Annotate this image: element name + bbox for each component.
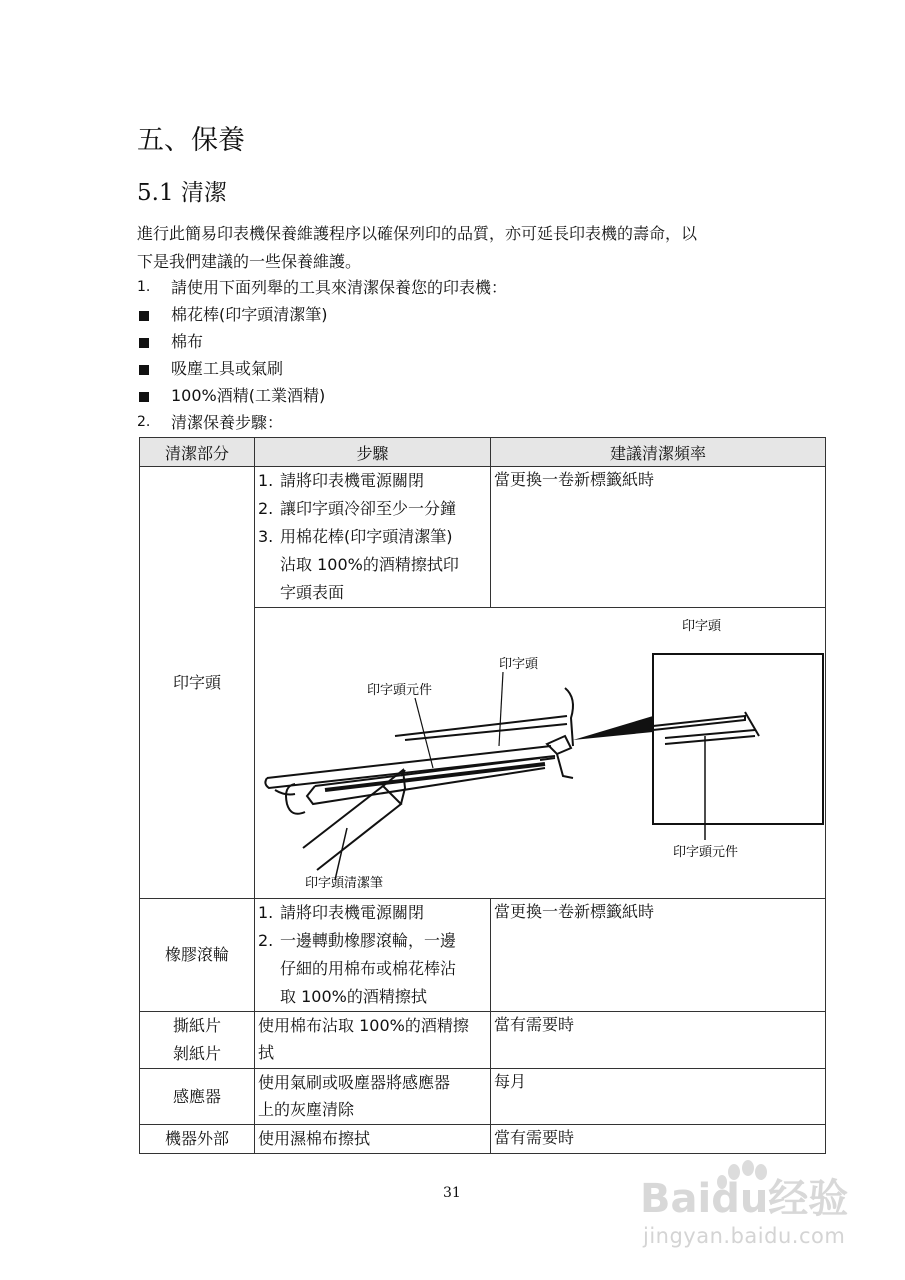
step-number: 3. xyxy=(258,527,274,546)
step-text: 用棉花棒(印字頭清潔筆) xyxy=(280,527,453,546)
zoom-detail-box xyxy=(653,654,823,840)
square-bullet-icon xyxy=(137,328,171,355)
step-text-continued: 取 100%的酒精擦拭 xyxy=(280,987,427,1006)
section-heading: 5.1 清潔 xyxy=(137,180,227,206)
chapter-heading: 五、保養 xyxy=(137,125,245,156)
steps-cell xyxy=(255,467,491,608)
step-item xyxy=(258,523,487,607)
bullet-item xyxy=(137,328,507,355)
frequency-cell: 當更換一卷新標籤紙時 xyxy=(491,899,826,1012)
square-bullet-icon xyxy=(137,301,171,328)
table-row xyxy=(140,467,826,608)
bullet-item xyxy=(137,301,507,328)
square-bullet-icon xyxy=(137,382,171,409)
part-line: 撕紙片 xyxy=(172,1016,221,1035)
step-text: 使用棉布沾取 100%的酒精擦 xyxy=(258,1016,469,1035)
step-item xyxy=(258,495,487,523)
bullet-text: 100%酒精(工業酒精) xyxy=(171,386,326,405)
step-item xyxy=(258,927,487,1011)
step-number: 2. xyxy=(258,499,274,518)
steps-cell: 使用濕棉布擦拭 xyxy=(255,1125,491,1154)
step-item xyxy=(258,899,487,927)
printer-mechanism xyxy=(265,688,573,814)
list-item xyxy=(137,274,507,301)
part-cell: 橡膠滾輪 xyxy=(140,899,255,1012)
square-bullet-icon xyxy=(137,355,171,382)
tools-list xyxy=(137,274,507,436)
step-text: 拭 xyxy=(258,1043,275,1062)
step-item xyxy=(258,467,487,495)
table-row xyxy=(140,1069,826,1125)
label-printhead-element: 印字頭元件 xyxy=(367,683,433,698)
part-cell: 感應器 xyxy=(140,1069,255,1125)
label-printhead-zoom: 印字頭 xyxy=(682,619,722,634)
label-cleaning-pen: 印字頭清潔筆 xyxy=(305,876,384,891)
steps-cell xyxy=(255,899,491,1012)
zoom-ray xyxy=(573,716,653,740)
frequency-cell: 當更換一卷新標籤紙時 xyxy=(491,467,826,608)
part-cell: 機器外部 xyxy=(140,1125,255,1154)
intro-line-2: 下是我們建議的一些保養維護。 xyxy=(137,252,362,271)
maintenance-table xyxy=(139,437,826,1154)
bullet-text: 棉花棒(印字頭清潔筆) xyxy=(171,305,328,324)
step-text: 上的灰塵清除 xyxy=(258,1100,355,1119)
step-text: 讓印字頭冷卻至少一分鐘 xyxy=(280,499,457,518)
bullet-item xyxy=(137,355,507,382)
steps-cell xyxy=(255,1069,491,1125)
frequency-cell: 每月 xyxy=(491,1069,826,1125)
frequency-cell: 當有需要時 xyxy=(491,1012,826,1069)
step-text: 一邊轉動橡膠滾輪，一邊 xyxy=(280,931,457,950)
table-row xyxy=(140,1125,826,1154)
step-text: 使用氣刷或吸塵器將感應器 xyxy=(258,1073,451,1092)
table-row xyxy=(140,1012,826,1069)
part-cell xyxy=(140,1012,255,1069)
step-text: 請將印表機電源關閉 xyxy=(280,471,425,490)
step-number: 2. xyxy=(258,931,274,950)
steps-cell xyxy=(255,1012,491,1069)
page-number: 31 xyxy=(443,1185,461,1201)
watermark-url: jingyan.baidu.com xyxy=(643,1224,846,1248)
step-text-continued: 字頭表面 xyxy=(280,583,345,602)
list-text: 請使用下面列舉的工具來清潔保養您的印表機： xyxy=(171,278,508,297)
intro-paragraph xyxy=(137,220,797,276)
part-line: 剝紙片 xyxy=(172,1044,221,1063)
list-text: 清潔保養步驟： xyxy=(171,413,284,432)
baidu-watermark-logo xyxy=(640,1160,860,1222)
printhead-cleaning-illustration xyxy=(255,608,825,900)
step-number: 1. xyxy=(258,903,274,922)
label-printhead: 印字頭 xyxy=(499,657,539,672)
frequency-cell: 當有需要時 xyxy=(491,1125,826,1154)
header-steps: 步驟 xyxy=(255,438,491,467)
part-cell: 印字頭 xyxy=(140,467,255,899)
bullet-text: 棉布 xyxy=(171,332,204,351)
table-row xyxy=(140,899,826,1012)
intro-line-1: 進行此簡易印表機保養維護程序以確保列印的品質，亦可延長印表機的壽命，以 xyxy=(137,224,698,243)
step-text: 請將印表機電源關閉 xyxy=(280,903,425,922)
step-text-continued: 仔細的用棉布或棉花棒沾 xyxy=(280,959,457,978)
watermark-brand: Baidu经验 xyxy=(640,1176,849,1222)
bullet-text: 吸塵工具或氣刷 xyxy=(171,359,284,378)
table-header-row xyxy=(140,438,826,467)
step-text-continued: 沾取 100%的酒精擦拭印 xyxy=(280,555,459,574)
list-number: 1. xyxy=(137,279,151,295)
header-frequency: 建議清潔頻率 xyxy=(491,438,826,467)
list-item xyxy=(137,409,507,436)
list-number: 2. xyxy=(137,414,151,430)
step-number: 1. xyxy=(258,471,274,490)
label-printhead-element-zoom: 印字頭元件 xyxy=(673,845,739,860)
illustration-cell xyxy=(255,608,826,899)
bullet-item xyxy=(137,382,507,409)
header-part: 清潔部分 xyxy=(140,438,255,467)
